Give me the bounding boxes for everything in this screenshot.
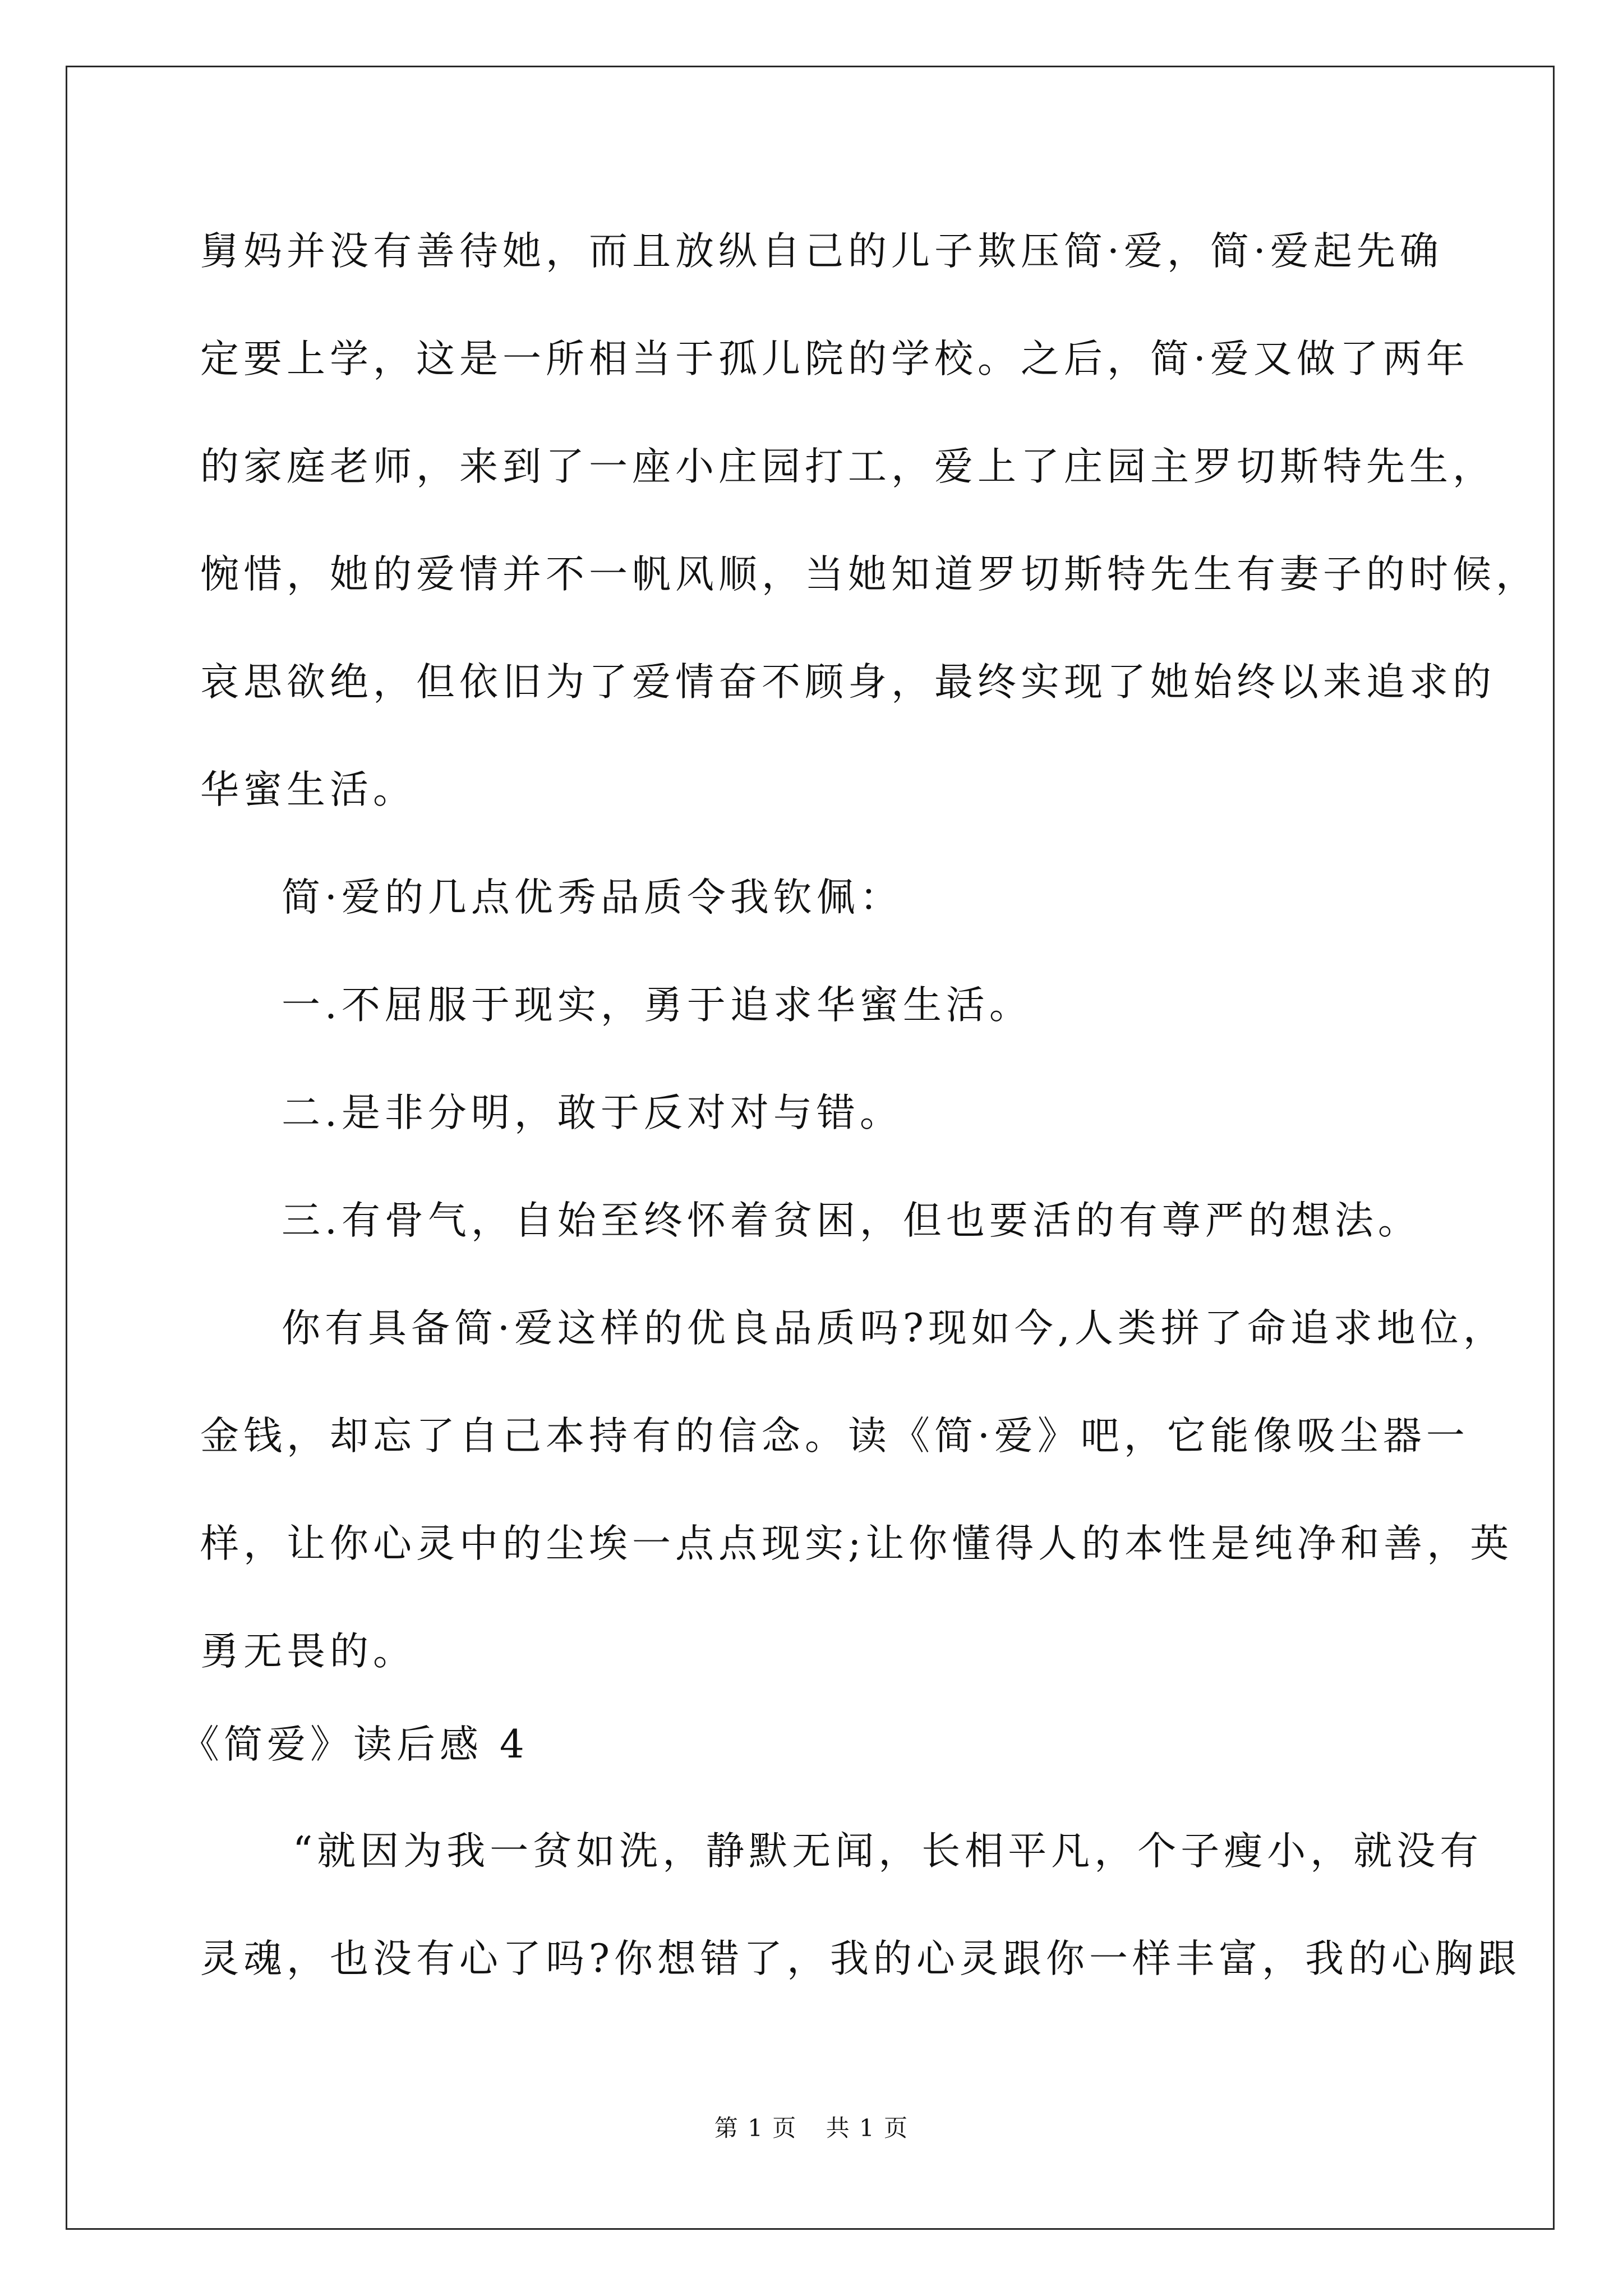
body-line-11: 你有具备简·爱这样的优良品质吗?现如今,人类拼了命追求地位， bbox=[282, 1306, 1506, 1351]
qualities-intro: 简·爱的几点优秀品质令我钦佩： bbox=[282, 875, 903, 920]
body-line-13: 样，让你心灵中的尘埃一点点现实;让你懂得人的本性是纯净和善，英 bbox=[200, 1521, 1514, 1566]
body-line-2: 定要上学，这是一所相当于孤儿院的学校。之后，简·爱又做了两年 bbox=[200, 337, 1469, 381]
body-line-3: 的家庭老师，来到了一座小庄园打工，爱上了庄园主罗切斯特先生， bbox=[200, 444, 1496, 489]
quality-item-2: 二.是非分明，敢于反对对与错。 bbox=[282, 1091, 903, 1135]
section-heading: 《简爱》读后感 4 bbox=[181, 1722, 529, 1767]
body-line-14: 勇无畏的。 bbox=[200, 1629, 416, 1674]
body-line-1: 舅妈并没有善待她，而且放纵自己的儿子欺压简·爱，简·爱起先确 bbox=[200, 229, 1443, 274]
body-line-5: 哀思欲绝，但依旧为了爱情奋不顾身，最终实现了她始终以来追求的 bbox=[200, 660, 1496, 705]
quote-line-2: 灵魂，也没有心了吗?你想错了，我的心灵跟你一样丰富，我的心胸跟 bbox=[200, 1936, 1521, 1981]
page-total: 共 1 页 bbox=[826, 2114, 909, 2142]
page-footer bbox=[0, 2113, 1623, 2144]
body-line-12: 金钱，却忘了自己本持有的信念。读《简·爱》吧，它能像吸尘器一 bbox=[200, 1414, 1469, 1458]
page-border bbox=[66, 66, 1555, 2230]
quote-line-1: “就因为我一贫如洗，静默无闻，长相平凡，个子瘦小，就没有 bbox=[293, 1829, 1483, 1874]
quality-item-1: 一.不屈服于现实，勇于追求华蜜生活。 bbox=[282, 983, 1032, 1028]
page-number: 第 1 页 bbox=[714, 2114, 797, 2142]
body-line-4: 惋惜，她的爱情并不一帆风顺，当她知道罗切斯特先生有妻子的时候， bbox=[200, 552, 1539, 597]
body-line-6: 华蜜生活。 bbox=[200, 767, 416, 812]
quality-item-3: 三.有骨气，自始至终怀着贫困，但也要活的有尊严的想法。 bbox=[282, 1198, 1421, 1243]
